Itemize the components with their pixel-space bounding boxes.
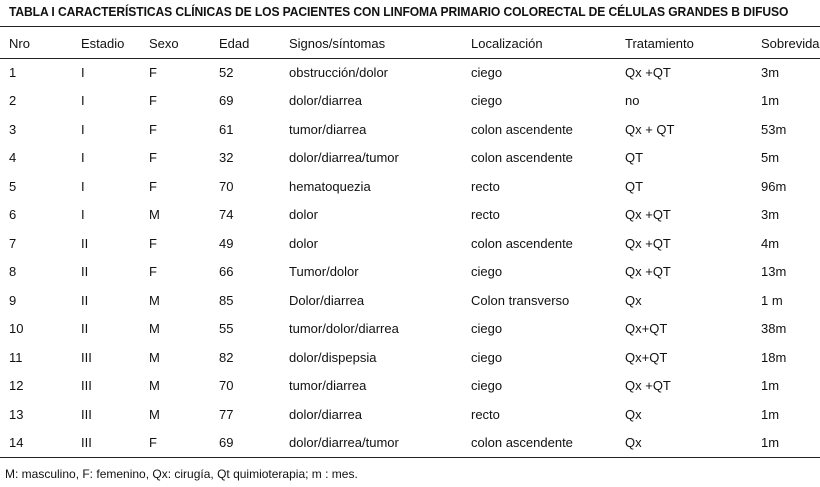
table-row (0, 172, 820, 201)
table-row (0, 115, 820, 144)
cell-sobrevida: 1m (761, 93, 780, 109)
cell-sobrevida: 53m (761, 121, 787, 137)
cell-sobrevida: 18m (761, 349, 787, 365)
cell-nro: 8 (9, 264, 17, 280)
cell-edad: 66 (219, 264, 234, 280)
column-header-sobrevida: Sobrevida (761, 35, 820, 51)
cell-sexo: M (149, 378, 160, 394)
cell-localizacion: ciego (471, 321, 503, 337)
cell-estadio: III (81, 435, 92, 451)
cell-nro: 1 (9, 64, 17, 80)
cell-localizacion: recto (471, 406, 500, 422)
cell-edad: 85 (219, 292, 234, 308)
cell-estadio: III (81, 406, 92, 422)
cell-sexo: F (149, 150, 157, 166)
cell-nro: 5 (9, 178, 17, 194)
cell-sobrevida: 3m (761, 207, 780, 223)
cell-sobrevida: 1m (761, 435, 780, 451)
cell-sexo: M (149, 406, 160, 422)
table-row (0, 286, 820, 315)
cell-nro: 13 (9, 406, 24, 422)
cell-edad: 74 (219, 207, 234, 223)
cell-localizacion: colon ascendente (471, 235, 573, 251)
column-header-sexo: Sexo (149, 35, 179, 51)
bottom-rule (0, 457, 820, 458)
cell-signos: tumor/diarrea (289, 121, 367, 137)
table-row (0, 87, 820, 116)
cell-estadio: II (81, 321, 89, 337)
cell-estadio: II (81, 264, 89, 280)
cell-sexo: F (149, 64, 157, 80)
cell-nro: 4 (9, 150, 17, 166)
cell-tratamiento: Qx + QT (625, 121, 675, 137)
cell-estadio: I (81, 207, 85, 223)
cell-edad: 70 (219, 178, 234, 194)
cell-signos: dolor (289, 207, 318, 223)
cell-sexo: F (149, 435, 157, 451)
cell-localizacion: colon ascendente (471, 121, 573, 137)
cell-signos: dolor/dispepsia (289, 349, 377, 365)
cell-edad: 77 (219, 406, 234, 422)
cell-signos: hematoquezia (289, 178, 371, 194)
cell-signos: dolor/diarrea (289, 406, 362, 422)
cell-sobrevida: 3m (761, 64, 780, 80)
table-row (0, 144, 820, 173)
cell-tratamiento: Qx (625, 406, 642, 422)
column-header-tratamiento: Tratamiento (625, 35, 694, 51)
cell-edad: 82 (219, 349, 234, 365)
cell-signos: Dolor/diarrea (289, 292, 365, 308)
column-header-nro: Nro (9, 35, 30, 51)
cell-edad: 55 (219, 321, 234, 337)
table-row (0, 258, 820, 287)
cell-sobrevida: 38m (761, 321, 787, 337)
table-row (0, 429, 820, 458)
cell-estadio: III (81, 378, 92, 394)
cell-edad: 52 (219, 64, 234, 80)
cell-nro: 14 (9, 435, 24, 451)
column-header-signos: Signos/síntomas (289, 35, 386, 51)
column-header-localizacion: Localización (471, 35, 543, 51)
cell-estadio: II (81, 292, 89, 308)
cell-signos: dolor/diarrea/tumor (289, 150, 399, 166)
cell-estadio: I (81, 64, 85, 80)
cell-sexo: M (149, 207, 160, 223)
cell-tratamiento: Qx +QT (625, 235, 671, 251)
cell-signos: obstrucción/dolor (289, 64, 388, 80)
cell-edad: 61 (219, 121, 234, 137)
cell-sobrevida: 13m (761, 264, 787, 280)
table-row (0, 315, 820, 344)
top-rule (0, 26, 820, 27)
cell-tratamiento: no (625, 93, 640, 109)
cell-localizacion: colon ascendente (471, 150, 573, 166)
cell-sobrevida: 1 m (761, 292, 783, 308)
cell-localizacion: ciego (471, 93, 503, 109)
cell-nro: 9 (9, 292, 17, 308)
cell-nro: 10 (9, 321, 24, 337)
cell-sobrevida: 4m (761, 235, 780, 251)
cell-sexo: F (149, 178, 157, 194)
table-header-row (0, 28, 820, 58)
cell-nro: 2 (9, 93, 17, 109)
cell-sobrevida: 1m (761, 378, 780, 394)
cell-estadio: I (81, 178, 85, 194)
cell-nro: 12 (9, 378, 24, 394)
cell-tratamiento: Qx+QT (625, 349, 668, 365)
cell-tratamiento: Qx+QT (625, 321, 668, 337)
cell-sexo: M (149, 292, 160, 308)
cell-tratamiento: Qx (625, 292, 642, 308)
cell-sexo: M (149, 349, 160, 365)
cell-signos: tumor/diarrea (289, 378, 367, 394)
table-footnote: M: masculino, F: femenino, Qx: cirugía, Qt quimioterapia; m : mes. (5, 467, 358, 481)
cell-edad: 69 (219, 93, 234, 109)
cell-edad: 49 (219, 235, 234, 251)
cell-localizacion: ciego (471, 64, 503, 80)
table-body (0, 58, 820, 457)
cell-tratamiento: Qx +QT (625, 378, 671, 394)
cell-estadio: II (81, 235, 89, 251)
table-title: TABLA I CARACTERÍSTICAS CLÍNICAS DE LOS PACIENTES CON LINFOMA PRIMARIO COLORECTAL DE CÉLULAS GRANDES B DIFUSO (9, 4, 789, 19)
column-header-estadio: Estadio (81, 35, 125, 51)
cell-localizacion: Colon transverso (471, 292, 570, 308)
cell-signos: tumor/dolor/diarrea (289, 321, 399, 337)
cell-tratamiento: Qx +QT (625, 207, 671, 223)
cell-estadio: I (81, 121, 85, 137)
cell-sexo: F (149, 121, 157, 137)
cell-tratamiento: QT (625, 150, 644, 166)
table-row (0, 372, 820, 401)
cell-localizacion: recto (471, 178, 500, 194)
cell-localizacion: ciego (471, 264, 503, 280)
cell-sobrevida: 5m (761, 150, 780, 166)
cell-localizacion: colon ascendente (471, 435, 573, 451)
cell-sexo: F (149, 264, 157, 280)
table-row (0, 58, 820, 87)
cell-nro: 11 (9, 349, 23, 365)
cell-nro: 6 (9, 207, 17, 223)
cell-edad: 69 (219, 435, 234, 451)
cell-tratamiento: Qx +QT (625, 264, 671, 280)
cell-estadio: III (81, 349, 92, 365)
cell-estadio: I (81, 150, 85, 166)
cell-tratamiento: Qx +QT (625, 64, 671, 80)
cell-nro: 7 (9, 235, 17, 251)
table-row (0, 201, 820, 230)
cell-signos: dolor/diarrea/tumor (289, 435, 399, 451)
cell-tratamiento: Qx (625, 435, 642, 451)
cell-localizacion: ciego (471, 349, 503, 365)
table-row (0, 229, 820, 258)
cell-sobrevida: 1m (761, 406, 780, 422)
cell-signos: dolor (289, 235, 318, 251)
cell-signos: Tumor/dolor (289, 264, 359, 280)
cell-edad: 70 (219, 378, 234, 394)
cell-estadio: I (81, 93, 85, 109)
cell-sexo: F (149, 235, 157, 251)
cell-sexo: F (149, 93, 157, 109)
cell-nro: 3 (9, 121, 17, 137)
cell-signos: dolor/diarrea (289, 93, 362, 109)
table-row (0, 343, 820, 372)
cell-localizacion: recto (471, 207, 500, 223)
cell-localizacion: ciego (471, 378, 503, 394)
patients-table (0, 28, 820, 457)
cell-edad: 32 (219, 150, 234, 166)
cell-sexo: M (149, 321, 160, 337)
cell-tratamiento: QT (625, 178, 644, 194)
cell-sobrevida: 96m (761, 178, 787, 194)
column-header-edad: Edad (219, 35, 250, 51)
table-row (0, 400, 820, 429)
